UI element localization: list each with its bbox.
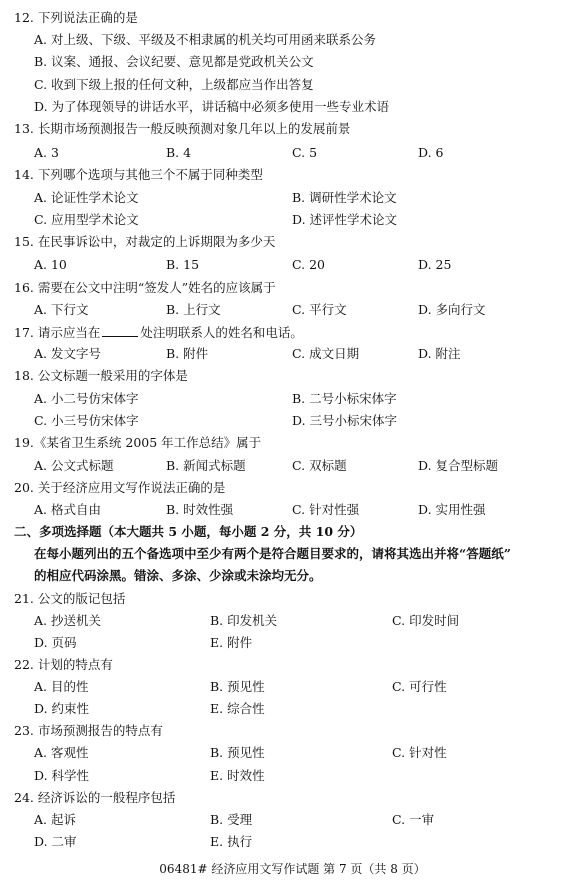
option: A. 格式自由: [34, 502, 101, 517]
option: B. 时效性强: [166, 502, 234, 517]
section-heading: 二、多项选择题（本大题共 5 小题，每小题 2 分，共 10 分）: [14, 524, 363, 539]
option: D. 为了体现领导的讲话水平，讲话稿中必须多使用一些专业术语: [34, 99, 390, 114]
question-21: 21. 公文的版记包括: [14, 591, 126, 606]
option: D. 复合型标题: [418, 458, 499, 473]
option: D. 述评性学术论文: [292, 212, 398, 227]
question-16: 16. 需要在公文中注明“签发人”姓名的应该属于: [14, 280, 276, 295]
option: A. 抄送机关: [34, 613, 101, 628]
option: A. 小二号仿宋体字: [34, 391, 139, 406]
option: C. 针对性强: [292, 502, 360, 517]
question-19: 19.《某省卫生系统 2005 年工作总结》属于: [14, 435, 262, 450]
option: C. 应用型学术论文: [34, 212, 139, 227]
option: D. 二审: [34, 834, 77, 849]
option: D. 6: [418, 145, 444, 160]
question-23: 23. 市场预测报告的特点有: [14, 723, 163, 738]
option: D. 约束性: [34, 701, 90, 716]
option: D. 附注: [418, 346, 461, 361]
option: B. 印发机关: [210, 613, 278, 628]
option: D. 多向行文: [418, 302, 486, 317]
option: C. 20: [292, 257, 325, 272]
option: D. 25: [418, 257, 452, 272]
option: C. 针对性: [392, 745, 447, 760]
option: E. 综合性: [210, 701, 265, 716]
question-17: 17. 请示应当在 处注明联系人的姓名和电话。: [14, 325, 303, 340]
option: B. 预见性: [210, 679, 265, 694]
option: B. 4: [166, 145, 192, 160]
question-18: 18. 公文标题一般采用的字体是: [14, 368, 188, 383]
question-14: 14. 下列哪个选项与其他三个不属于同种类型: [14, 167, 263, 182]
option: E. 执行: [210, 834, 253, 849]
option: A. 起诉: [34, 812, 76, 827]
question-12: 12. 下列说法正确的是: [14, 10, 138, 25]
option: B. 附件: [166, 346, 209, 361]
option: C. 成文日期: [292, 346, 360, 361]
option: C. 5: [292, 145, 318, 160]
option: A. 公文式标题: [34, 458, 114, 473]
option: A. 下行文: [34, 302, 89, 317]
question-13: 13. 长期市场预测报告一般反映预测对象几年以上的发展前景: [14, 121, 351, 136]
option: B. 15: [166, 257, 200, 272]
option: C. 可行性: [392, 679, 447, 694]
section-instruction: 在每小题列出的五个备选项中至少有两个是符合题目要求的，请将其选出并将“答题纸”: [34, 546, 511, 561]
option: C. 印发时间: [392, 613, 460, 628]
option: D. 三号小标宋体字: [292, 413, 398, 428]
option: A. 目的性: [34, 679, 89, 694]
option: A. 发文字号: [34, 346, 101, 361]
question-22: 22. 计划的特点有: [14, 657, 113, 672]
option: B. 调研性学术论文: [292, 190, 397, 205]
section-instruction: 的相应代码涂黑。错涂、多涂、少涂或未涂均无分。: [34, 568, 322, 583]
option: B. 上行文: [166, 302, 221, 317]
question-24: 24. 经济诉讼的一般程序包括: [14, 790, 176, 805]
option: C. 一审: [392, 812, 435, 827]
option: A. 10: [34, 257, 67, 272]
option: B. 二号小标宋体字: [292, 391, 397, 406]
option: C. 平行文: [292, 302, 347, 317]
option: A. 论证性学术论文: [34, 190, 139, 205]
question-15: 15. 在民事诉讼中，对裁定的上诉期限为多少天: [14, 234, 276, 249]
option: A. 客观性: [34, 745, 89, 760]
option: B. 新闻式标题: [166, 458, 246, 473]
option: D. 页码: [34, 635, 77, 650]
option: A. 3: [34, 145, 59, 160]
option: D. 科学性: [34, 768, 90, 783]
option: C. 双标题: [292, 458, 347, 473]
option: B. 预见性: [210, 745, 265, 760]
question-20: 20. 关于经济应用文写作说法正确的是: [14, 480, 226, 495]
option: C. 收到下级上报的任何文种，上级都应当作出答复: [34, 77, 314, 92]
answer-blank: [102, 324, 138, 337]
option: D. 实用性强: [418, 502, 486, 517]
page-footer: 06481# 经济应用文写作试题 第 7 页（共 8 页）: [159, 862, 426, 876]
option: A. 对上级、下级、平级及不相隶属的机关均可用函来联系公务: [34, 32, 376, 47]
option: E. 时效性: [210, 768, 265, 783]
option: B. 议案、通报、会议纪要、意见都是党政机关公文: [34, 54, 314, 69]
option: E. 附件: [210, 635, 253, 650]
option: C. 小三号仿宋体字: [34, 413, 139, 428]
option: B. 受理: [210, 812, 253, 827]
